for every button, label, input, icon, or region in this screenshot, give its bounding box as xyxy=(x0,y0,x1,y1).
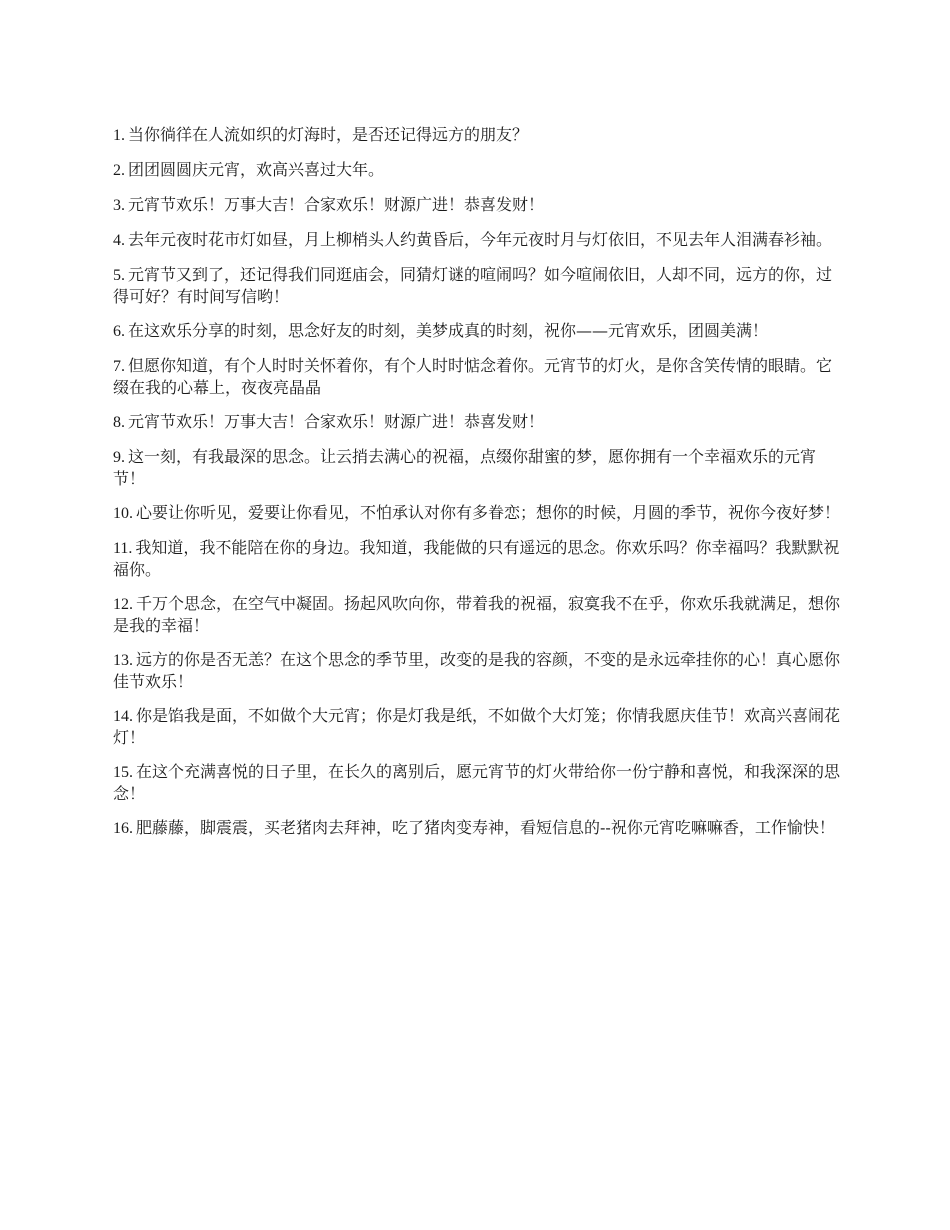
list-item xyxy=(113,264,840,307)
item-text: 元宵节欢乐！万事大吉！合家欢乐！财源广进！恭喜发财！ xyxy=(128,195,545,214)
item-text: 远方的你是否无恙？在这个思念的季节里，改变的是我的容颜，不变的是永远牵挂你的心！真心愿你佳节欢乐！ xyxy=(113,650,841,691)
item-number: 6. xyxy=(113,323,125,340)
list-item xyxy=(113,649,840,692)
item-text: 当你徜徉在人流如织的灯海时，是否还记得远方的朋友？ xyxy=(128,125,529,144)
item-text: 心要让你听见，爱要让你看见，不怕承认对你有多眷恋；想你的时候，月圆的季节，祝你今夜好梦！ xyxy=(136,503,841,522)
item-text: 但愿你知道，有个人时时关怀着你，有个人时时惦念着你。元宵节的灯火，是你含笑传情的眼睛。它缀在我的心幕上，夜夜亮晶晶 xyxy=(113,356,833,397)
item-number: 9. xyxy=(113,449,125,466)
list-item xyxy=(113,446,840,489)
item-number: 1. xyxy=(113,127,125,144)
item-text: 你是馅我是面，不如做个大元宵；你是灯我是纸，不如做个大灯笼；你情我愿庆佳节！欢高兴喜闹花灯！ xyxy=(113,706,841,747)
item-text: 这一刻，有我最深的思念。让云捎去满心的祝福，点缀你甜蜜的梦，愿你拥有一个幸福欢乐的元宵节！ xyxy=(113,447,817,488)
item-number: 10. xyxy=(113,505,133,522)
list-item xyxy=(113,502,840,524)
item-number: 12. xyxy=(113,596,133,613)
list-item xyxy=(113,411,840,433)
list-item xyxy=(113,159,840,181)
list-item xyxy=(113,355,840,398)
item-number: 3. xyxy=(113,197,125,214)
item-text: 在这欢乐分享的时刻，思念好友的时刻，美梦成真的时刻，祝你——元宵欢乐，团圆美满！ xyxy=(128,321,769,340)
item-number: 8. xyxy=(113,414,125,431)
item-text: 千万个思念，在空气中凝固。扬起风吹向你，带着我的祝福，寂寞我不在乎，你欢乐我就满足，想你是我的幸福！ xyxy=(113,594,841,635)
item-number: 13. xyxy=(113,652,133,669)
list-item xyxy=(113,194,840,216)
list-item xyxy=(113,124,840,146)
item-text: 肥藤藤，脚震震，买老猪肉去拜神，吃了猪肉变寿神，看短信息的--祝你元宵吃嘛嘛香，工作愉快！ xyxy=(136,818,835,837)
item-text: 在这个充满喜悦的日子里，在长久的离别后，愿元宵节的灯火带给你一份宁静和喜悦，和我深深的思念！ xyxy=(113,762,841,803)
item-number: 16. xyxy=(113,820,133,837)
item-number: 2. xyxy=(113,162,125,179)
item-text: 去年元夜时花市灯如昼，月上柳梢头人约黄昏后，今年元夜时月与灯依旧，不见去年人泪满春衫袖。 xyxy=(128,230,833,249)
list-item xyxy=(113,537,840,580)
item-number: 15. xyxy=(113,764,133,781)
list-item xyxy=(113,817,840,839)
item-text: 元宵节欢乐！万事大吉！合家欢乐！财源广进！恭喜发财！ xyxy=(128,412,545,431)
item-text: 元宵节又到了，还记得我们同逛庙会，同猜灯谜的喧闹吗？如今喧闹依旧，人却不同，远方的你，过得可好？有时间写信哟！ xyxy=(113,265,833,306)
item-number: 14. xyxy=(113,708,133,725)
item-number: 11. xyxy=(113,540,133,557)
list-item xyxy=(113,761,840,804)
list-item xyxy=(113,705,840,748)
list-item xyxy=(113,593,840,636)
item-text: 我知道，我不能陪在你的身边。我知道，我能做的只有遥远的思念。你欢乐吗？你幸福吗？我默默祝福你。 xyxy=(113,538,840,579)
item-text: 团团圆圆庆元宵，欢高兴喜过大年。 xyxy=(128,160,385,179)
list-item xyxy=(113,229,840,251)
item-number: 4. xyxy=(113,232,125,249)
item-number: 5. xyxy=(113,267,125,284)
document-body xyxy=(113,124,840,852)
list-item xyxy=(113,320,840,342)
item-number: 7. xyxy=(113,358,125,375)
